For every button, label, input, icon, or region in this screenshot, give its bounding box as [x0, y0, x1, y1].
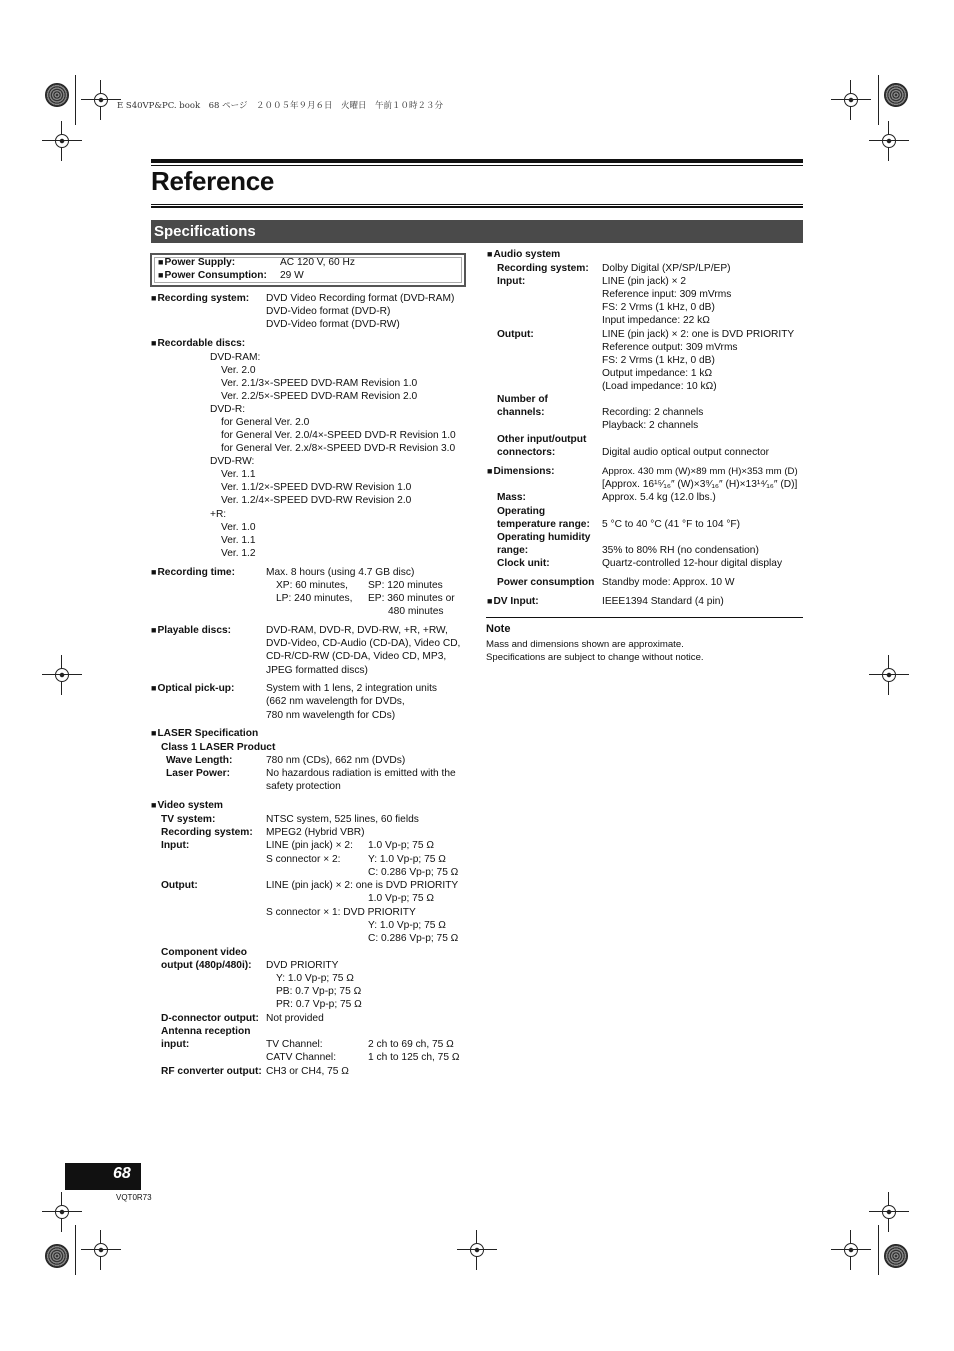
spec-line: 1 ch to 125 ch, 75 Ω: [368, 1052, 460, 1063]
op-humidity-label: range:: [497, 545, 529, 556]
spec-line: Quartz-controlled 12-hour digital display: [602, 558, 783, 569]
spec-line: 2 ch to 69 ch, 75 Ω: [368, 1039, 454, 1050]
spec-line: LINE (pin jack) × 2:: [266, 840, 353, 851]
registration-mark-icon: [81, 1230, 121, 1270]
spec-line: NTSC system, 525 lines, 60 fields: [266, 814, 419, 825]
section-heading: Specifications: [151, 220, 803, 243]
spec-line: Ver. 1.1: [221, 469, 256, 480]
spec-line: Ver. 1.0: [221, 522, 256, 533]
spec-line: safety protection: [266, 781, 341, 792]
wave-length-label: Wave Length:: [166, 755, 233, 766]
color-disc-icon: [45, 1244, 69, 1268]
spec-line: LINE (pin jack) × 2: [602, 276, 687, 287]
spec-line: DVD-RAM:: [210, 352, 261, 363]
power-supply-label: ■ Power Supply:: [158, 256, 235, 269]
color-disc-icon: [45, 83, 69, 107]
spec-line: 780 nm (CDs), 662 nm (DVDs): [266, 755, 406, 766]
audio-input-label: Input:: [497, 276, 526, 287]
spec-line: Ver. 1.2/4×-SPEED DVD-RW Revision 2.0: [221, 495, 412, 506]
spec-line: PR: 0.7 Vp-p; 75 Ω: [276, 999, 362, 1010]
d-connector-label: D-connector output:: [161, 1013, 259, 1024]
spec-line: Standby mode: Approx. 10 W: [602, 577, 735, 588]
video-output-label: Output:: [161, 880, 198, 891]
recordable-discs-label: ■ Recordable discs:: [151, 337, 245, 350]
spec-line: Reference output: 309 mVrms: [602, 342, 738, 353]
spec-line: CATV Channel:: [266, 1052, 337, 1063]
spec-line: for General Ver. 2.0/4×-SPEED DVD-R Revision 1.0: [221, 430, 456, 441]
spec-line: FS: 2 Vrms (1 kHz, 0 dB): [602, 355, 715, 366]
spec-line: IEEE1394 Standard (4 pin): [602, 596, 724, 607]
audio-recording-label: Recording system:: [497, 263, 589, 274]
spec-line: for General Ver. 2.0: [221, 417, 310, 428]
audio-system-label: ■ Audio system: [487, 248, 560, 261]
note-title: Note: [486, 623, 511, 635]
spec-line: CH3 or CH4, 75 Ω: [266, 1066, 349, 1077]
color-disc-icon: [884, 1244, 908, 1268]
spec-line: LP: 240 minutes,: [276, 593, 353, 604]
spec-line: PB: 0.7 Vp-p; 75 Ω: [276, 986, 362, 997]
spec-line: Recording: 2 channels: [602, 407, 704, 418]
spec-line: Ver. 1.1: [221, 535, 256, 546]
registration-mark-icon: [81, 80, 121, 120]
spec-line: Not provided: [266, 1013, 324, 1024]
op-humidity-label: Operating humidity: [497, 532, 591, 543]
spec-line: C: 0.286 Vp-p; 75 Ω: [368, 933, 459, 944]
spec-line: SP: 120 minutes: [368, 580, 443, 591]
spec-line: Output impedance: 1 kΩ: [602, 368, 713, 379]
spec-line: Ver. 1.2: [221, 548, 256, 559]
registration-mark-icon: [869, 655, 909, 695]
video-input-label: Input:: [161, 840, 190, 851]
registration-mark-icon: [42, 121, 82, 161]
recording-system-label: ■ Recording system:: [151, 292, 249, 305]
spec-line: CD-R/CD-RW (CD-DA, Video CD, MP3,: [266, 651, 447, 662]
spec-line: Ver. 1.1/2×-SPEED DVD-RW Revision 1.0: [221, 482, 412, 493]
component-video-label: Component video: [161, 947, 248, 958]
audio-output-label: Output:: [497, 329, 534, 340]
spec-line: 5 °C to 40 °C (41 °F to 104 °F): [602, 519, 741, 530]
spec-line: (Load impedance: 10 kΩ): [602, 381, 717, 392]
divider: [151, 204, 803, 205]
spec-line: DVD-Video, CD-Audio (CD-DA), Video CD,: [266, 638, 461, 649]
laser-class: Class 1 LASER Product: [161, 742, 276, 753]
registration-mark-icon: [869, 1192, 909, 1232]
spec-line: Ver. 2.2/5×-SPEED DVD-RAM Revision 2.0: [221, 391, 418, 402]
dv-input-label: ■ DV Input:: [487, 595, 539, 608]
note-line: Mass and dimensions shown are approximate.: [486, 639, 684, 650]
spec-line: Digital audio optical output connector: [602, 447, 770, 458]
power-consumption-label: ■ Power Consumption:: [158, 269, 267, 282]
registration-mark-icon: [869, 121, 909, 161]
spec-line: Ver. 2.1/3×-SPEED DVD-RAM Revision 1.0: [221, 378, 418, 389]
page-number: 68: [113, 1165, 131, 1182]
spec-line: EP: 360 minutes or: [368, 593, 455, 604]
print-header: E S40VP&PC. book 68 ページ ２００５年９月６日 火曜日 午前１０時２３分: [117, 101, 443, 111]
divider: [151, 159, 803, 163]
optical-pickup-label: ■ Optical pick-up:: [151, 682, 234, 695]
channels-label: channels:: [497, 407, 545, 418]
spec-line: for General Ver. 2.x/8×-SPEED DVD-R Revision 3.0: [221, 443, 456, 454]
spec-line: TV Channel:: [266, 1039, 323, 1050]
divider: [151, 206, 803, 208]
rf-converter-label: RF converter output:: [161, 1066, 262, 1077]
spec-line: DVD-Video format (DVD-RW): [266, 319, 400, 330]
spec-line: JPEG formatted discs): [266, 665, 368, 676]
power-supply-value: AC 120 V, 60 Hz: [280, 257, 355, 268]
mass-label: Mass:: [497, 492, 526, 503]
spec-line: Y: 1.0 Vp-p; 75 Ω: [368, 854, 446, 865]
spec-line: DVD-RW:: [210, 456, 255, 467]
laser-spec-label: ■ LASER Specification: [151, 727, 258, 740]
other-io-label: Other input/output: [497, 434, 587, 445]
playable-discs-label: ■ Playable discs:: [151, 624, 231, 637]
spec-line: LINE (pin jack) × 2: one is DVD PRIORITY: [266, 880, 459, 891]
tv-system-label: TV system:: [161, 814, 216, 825]
spec-line: DVD-R:: [210, 404, 246, 415]
spec-line: S connector × 1: DVD PRIORITY: [266, 907, 416, 918]
spec-line: Y: 1.0 Vp-p; 75 Ω: [276, 973, 354, 984]
spec-line: DVD Video Recording format (DVD-RAM): [266, 293, 455, 304]
spec-line: Reference input: 309 mVrms: [602, 289, 732, 300]
spec-line: +R:: [210, 509, 227, 520]
antenna-label: Antenna reception: [161, 1026, 251, 1037]
spec-line: Playback: 2 channels: [602, 420, 699, 431]
power-consumption-value: 29 W: [280, 270, 304, 281]
spec-line: FS: 2 Vrms (1 kHz, 0 dB): [602, 302, 715, 313]
spec-line: System with 1 lens, 2 integration units: [266, 683, 438, 694]
spec-line: DVD PRIORITY: [266, 960, 339, 971]
video-recording-label: Recording system:: [161, 827, 253, 838]
color-disc-icon: [884, 83, 908, 107]
model-code: VQT0R73: [116, 1193, 152, 1202]
video-system-label: ■ Video system: [151, 799, 223, 812]
spec-line: C: 0.286 Vp-p; 75 Ω: [368, 867, 459, 878]
spec-line: Approx. 5.4 kg (12.0 lbs.): [602, 492, 716, 503]
registration-mark-icon: [457, 1230, 497, 1270]
registration-mark-icon: [831, 80, 871, 120]
spec-line: 35% to 80% RH (no condensation): [602, 545, 759, 556]
antenna-label: input:: [161, 1039, 190, 1050]
component-video-label: output (480p/480i):: [161, 960, 252, 971]
spec-line: Input impedance: 22 kΩ: [602, 315, 710, 326]
recording-time-label: ■ Recording time:: [151, 566, 235, 579]
dimensions-label: ■ Dimensions:: [487, 465, 555, 478]
registration-mark-icon: [42, 1192, 82, 1232]
spec-line: Y: 1.0 Vp-p; 75 Ω: [368, 920, 446, 931]
other-io-label: connectors:: [497, 447, 556, 458]
spec-line: S connector × 2:: [266, 854, 341, 865]
spec-line: MPEG2 (Hybrid VBR): [266, 827, 365, 838]
spec-line: 1.0 Vp-p; 75 Ω: [368, 893, 434, 904]
spec-line: [Approx. 16¹⁵⁄₁₆″ (W)×3⁹⁄₁₆″ (H)×13¹⁴⁄₁₆″ (D)]: [602, 479, 798, 490]
spec-line: DVD-Video format (DVD-R): [266, 306, 391, 317]
spec-line: 480 minutes: [388, 606, 444, 617]
op-temp-label: Operating: [497, 506, 546, 517]
spec-line: XP: 60 minutes,: [276, 580, 348, 591]
spec-line: No hazardous radiation is emitted with the: [266, 768, 456, 779]
spec-line: (662 nm wavelength for DVDs,: [266, 696, 405, 707]
spec-line: 1.0 Vp-p; 75 Ω: [368, 840, 434, 851]
spec-line: DVD-RAM, DVD-R, DVD-RW, +R, +RW,: [266, 625, 448, 636]
spec-line: Max. 8 hours (using 4.7 GB disc): [266, 567, 415, 578]
registration-mark-icon: [831, 1230, 871, 1270]
laser-power-label: Laser Power:: [166, 768, 230, 779]
note-line: Specifications are subject to change without notice.: [486, 652, 704, 663]
registration-mark-icon: [42, 655, 82, 695]
spec-line: Dolby Digital (XP/SP/LP/EP): [602, 263, 731, 274]
op-temp-label: temperature range:: [497, 519, 590, 530]
spec-line: Ver. 2.0: [221, 365, 256, 376]
page-title: Reference: [151, 166, 275, 196]
channels-label: Number of: [497, 394, 548, 405]
spec-line: 780 nm wavelength for CDs): [266, 710, 396, 721]
clock-label: Clock unit:: [497, 558, 550, 569]
power-consumption-standby-label: Power consumption: [497, 577, 595, 588]
spec-line: Approx. 430 mm (W)×89 mm (H)×353 mm (D): [602, 466, 798, 477]
spec-line: LINE (pin jack) × 2: one is DVD PRIORITY: [602, 329, 795, 340]
divider: [486, 617, 803, 618]
